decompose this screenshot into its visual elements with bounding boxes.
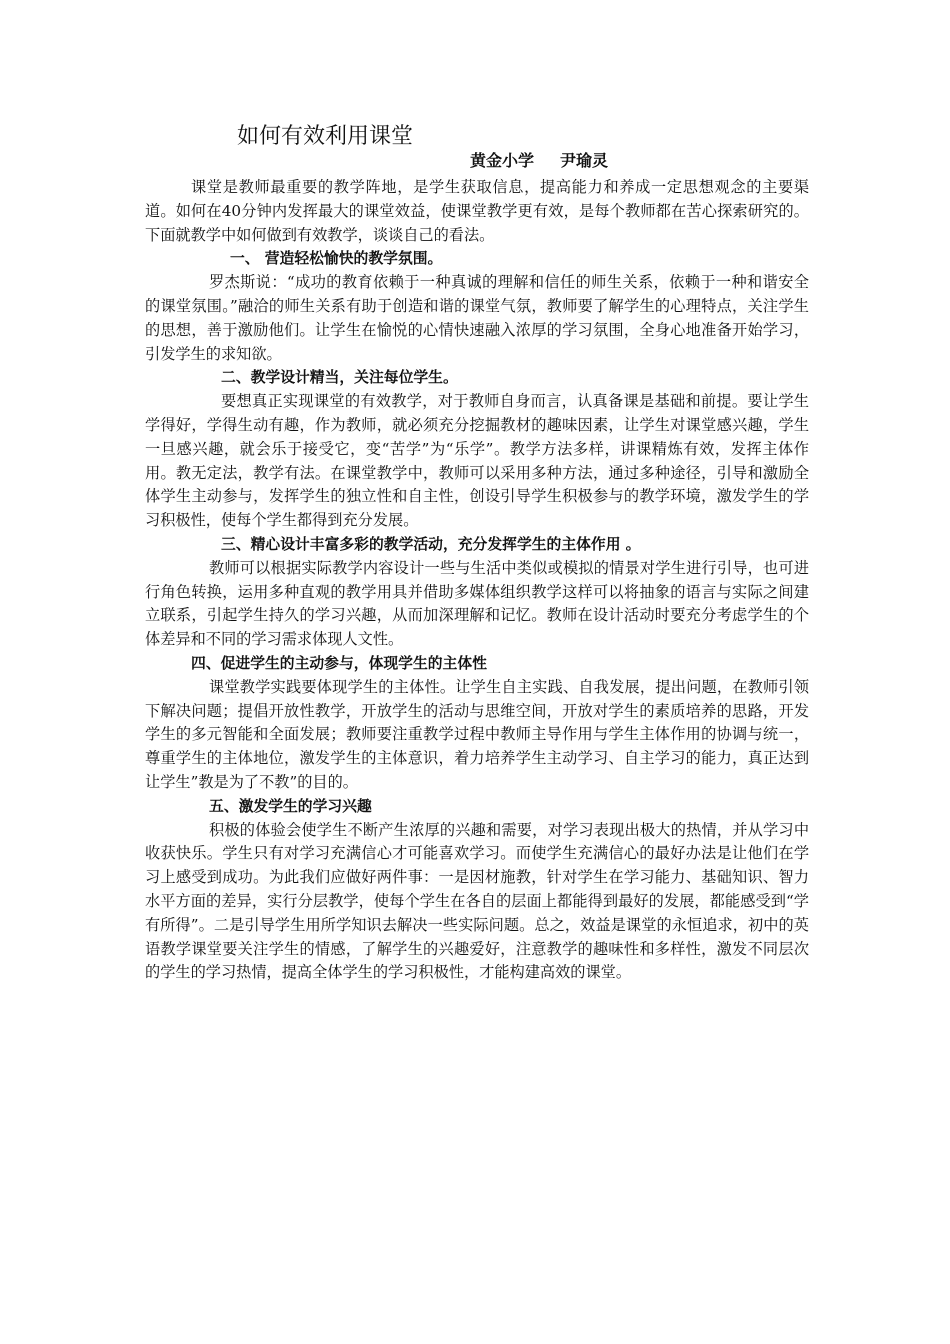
section-2-heading: 二、教学设计精当，关注每位学生。	[221, 369, 458, 387]
section-3-body: 教师可以根据实际教学内容设计一些与生活中类似或模拟的情景对学生进行引导，也可进行角色转换，运用多种直观的教学用具并借助多媒体组织教学这样可以将抽象的语言与实际之间建立联系，引起学生持久的学习兴趣，从而加深理解和记忆。教师在设计活动时要充分考虑学生的个体差异和不同的学习需求体现人文性。	[145, 558, 809, 649]
section-3-heading: 三、精心设计丰富多彩的教学活动，充分发挥学生的主体作用 。	[221, 535, 641, 553]
author-name: 尹瑜灵	[560, 151, 609, 170]
author-byline	[470, 150, 608, 172]
section-2-body: 要想真正实现课堂的有效教学，对于教师自身而言，认真备课是基础和前提。要让学生学得好，学得生动有趣，作为教师，就必须充分挖掘教材的趣味因素，让学生对课堂感兴趣，学生一旦感兴趣，就会乐于接受它，变“苦学”为“乐学”。教学方法多样，讲课精炼有效，发挥主体作用。教无定法，教学有法。在课堂教学中，教师可以采用多种方法，通过多种途径，引导和激励全体学生主动参与，发挥学生的独立性和自主性，创设引导学生积极参与的教学环境，激发学生的学习积极性，使每个学生都得到充分发展。	[145, 392, 809, 530]
intro-paragraph: 课堂是教师最重要的教学阵地，是学生获取信息，提高能力和养成一定思想观念的主要渠道。如何在40分钟内发挥最大的课堂效益，使课堂教学更有效，是每个教师都在苦心探索研究的。下面就教学中如何做到有效教学，谈谈自己的看法。	[145, 178, 809, 244]
school-name: 黄金小学	[470, 151, 535, 170]
document-title: 如何有效利用课堂	[237, 124, 414, 149]
section-1-body: 罗杰斯说：“成功的教育依赖于一种真诚的理解和信任的师生关系，依赖于一种和谐安全的课堂氛围。”融洽的师生关系有助于创造和谐的课堂气氛，教师要了解学生的心理特点，关注学生的思想，善于激励他们。让学生在愉悦的心情快速融入浓厚的学习氛围，全身心地准备开始学习，引发学生的求知欲。	[145, 273, 809, 363]
section-5-heading: 五、激发学生的学习兴趣	[209, 797, 372, 815]
document-body	[145, 176, 809, 985]
section-5-body: 积极的体验会使学生不断产生浓厚的兴趣和需要，对学习表现出极大的热情，并从学习中收获快乐。学生只有对学习充满信心才可能喜欢学习。而使学生充满信心的最好办法是让他们在学习上感受到成功。为此我们应做好两件事：一是因材施教，针对学生在学习能力、基础知识、智力水平方面的差异，实行分层教学，使每个学生在各自的层面上都能得到最好的发展，都能感受到“学有所得”。二是引导学生用所学知识去解决一些实际问题。总之，效益是课堂的永恒追求，初中的英语教学课堂要关注学生的情感，了解学生的兴趣爱好，注意教学的趣味性和多样性，激发不同层次的学生的学习热情，提高全体学生的学习积极性，才能构建高效的课堂。	[145, 820, 809, 982]
section-4-heading: 四、促进学生的主动参与，体现学生的主体性	[191, 654, 487, 672]
section-1-heading: 一、 营造轻松愉快的教学氛围。	[230, 250, 443, 268]
section-4-body: 课堂教学实践要体现学生的主体性。让学生自主实践、自我发展，提出问题，在教师引领下解决问题；提倡开放性教学，开放学生的活动与思维空间，开放对学生的素质培养的思路，开发学生的多元智能和全面发展；教师要注重教学过程中教师主导作用与学生主体作用的协调与统一，尊重学生的主体地位，激发学生的主体意识，着力培养学生主动学习、自主学习的能力，真正达到让学生”教是为了不教”的目的。	[145, 677, 809, 791]
